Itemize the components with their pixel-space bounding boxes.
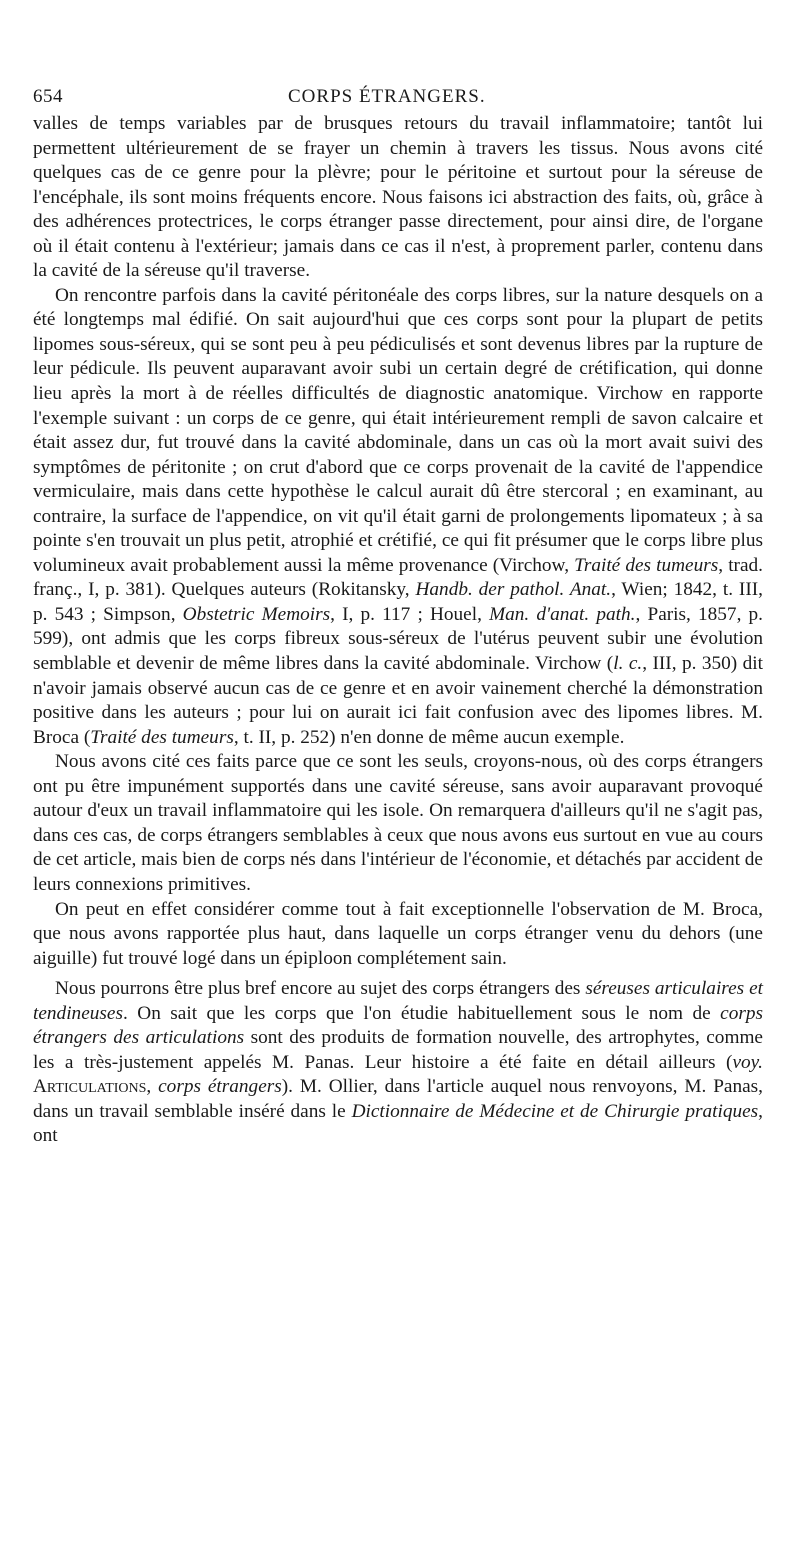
text-run: sont des produits de formation nouvelle, des artrophytes, comme les a très-justement appelés M. Panas. Leur histoire a été faite en détail ailleurs ( (33, 1027, 763, 1073)
page-header (33, 78, 763, 112)
paragraph (33, 977, 763, 1149)
text-run: valles de temps variables par de brusques retours du travail inflammatoire; tantôt lui permettent ultérieurement de se frayer un chemin à travers les tissus. Nous avons cité quelques cas de ce genre pour la plèvre; pour le péritoine et surtout pour la séreuse de l'encéphale, ils sont moins fréquents encore. Nous faisons ici abstraction des faits, où, grâce à des adhérences protectrices, le corps étranger passe directement, pour ainsi dire, de l'organe où il était contenu à l'extérieur; jamais dans ce cas il n'est, à proprement parler, contenu dans la cavité de la séreuse qu'il traverse. (33, 113, 763, 282)
italic-text: voy. (732, 1051, 763, 1073)
text-run: Nous avons cité ces faits parce que ce sont les seuls, croyons-nous, où des corps étrangers ont pu être impunément supportés dans une cavité séreuse, sans avoir auparavant provoqué autour d'eux un travail inflammatoire qui les isole. On remarquera d'ailleurs qu'il ne s'agit pas, dans ces cas, de corps étrangers semblables à ceux que nous avons eus surtout en vue au cours de cet article, mais bien de corps nés dans l'intérieur de l'économie, et détachés par accident de leurs connexions primitives. (33, 751, 763, 895)
text-run: , t. II, p. 252) n'en donne de même aucun exemple. (233, 726, 625, 748)
italic-text: l. c. (613, 653, 643, 675)
page-body (33, 112, 763, 1149)
smallcaps-text: Articulations (33, 1076, 147, 1098)
italic-text: Man. d'anat. path. (489, 603, 636, 625)
paragraph (33, 750, 763, 897)
text-run: On rencontre parfois dans la cavité péritonéale des corps libres, sur la nature desquels on a été longtemps mal édifié. On sait aujourd'hui que ces corps sont pour la plupart de petits lipomes sous-séreux, qui se sont peu à peu pédiculisés et sont devenus libres par la rupture de leur pédicule. Ils peuvent auparavant avoir subi un certain degré de crétification, qui donne lieu après la mort à de réelles difficultés de diagnostic anatomique. Virchow en rapporte l'exemple suivant : un corps de ce genre, qui était intérieurement rempli de savon calcaire et était assez dur, fut trouvé dans la cavité abdominale, dans un cas où la mort avait suivi des symptômes de péritonite ; on crut d'abord que ce corps provenait de la cavité de l'appendice vermiculaire, mais dans cette hypothèse le calcul aurait dû être stercoral ; en examinant, au contraire, la surface de l'appendice, on vit qu'il était garni de prolongements lipomateux ; à sa pointe s'en trouvait un plus petit, atrophié et crétifié, ce qui fit présumer que le corps libre plus volumineux avait probablement aussi la même provenance (Virchow, (33, 284, 763, 576)
running-title: CORPS ÉTRANGERS. (288, 86, 486, 107)
paragraph (33, 898, 763, 972)
paragraph (33, 112, 763, 284)
italic-text: Dictionnaire de Médecine et de Chirurgie pratiques (351, 1100, 759, 1122)
text-run: , Wien; 1842, t. III, p. 543 ; Simpson, (33, 579, 763, 625)
book-page (33, 78, 763, 1149)
italic-text: Traité des tumeurs (574, 554, 719, 576)
text-run: ). M. Ollier, dans l'article auquel nous renvoyons, M. Panas, dans un travail semblable inséré dans le (33, 1076, 763, 1122)
italic-text: séreuses articulaires et tendineuses (33, 978, 763, 1024)
italic-text: Handb. der pathol. Anat. (415, 579, 612, 601)
italic-text: Obstetric Memoirs (182, 603, 331, 625)
italic-text: corps étrangers (158, 1076, 282, 1098)
text-run: Nous pourrons être plus bref encore au sujet des corps étrangers des (55, 978, 586, 1000)
text-run: , trad. franç., I, p. 381). Quelques auteurs (Rokitansky, (33, 554, 764, 601)
text-run: , III, p. 350) dit n'avoir jamais observé aucun cas de ce genre et en avoir vainement cherché la démonstration positive dans les auteurs ; pour lui on aurait ici fait confusion avec des lipomes libres. M. Broca ( (33, 653, 763, 748)
text-run: . On sait que les corps que l'on étudie habituellement sous le nom de (122, 1002, 721, 1024)
text-run: , I, p. 117 ; Houel, (330, 603, 490, 625)
text-run: , ont (33, 1100, 763, 1147)
text-run: , (146, 1076, 159, 1098)
italic-text: corps étrangers des articulations (33, 1002, 763, 1049)
text-run: On peut en effet considérer comme tout à fait exceptionnelle l'observation de M. Broca, que nous avons rapportée plus haut, dans laquelle un corps étranger venu du dehors (une aiguille) fut trouvé logé dans un épiploon complétement sain. (33, 898, 763, 969)
paragraph (33, 284, 763, 750)
text-run: , Paris, 1857, p. 599), ont admis que les corps fibreux sous-séreux de l'utérus peuvent subir une évolution semblable et devenir de même libres dans la cavité abdominale. Virchow ( (33, 603, 763, 675)
italic-text: Traité des tumeurs (90, 726, 234, 748)
page-number: 654 (33, 86, 63, 107)
